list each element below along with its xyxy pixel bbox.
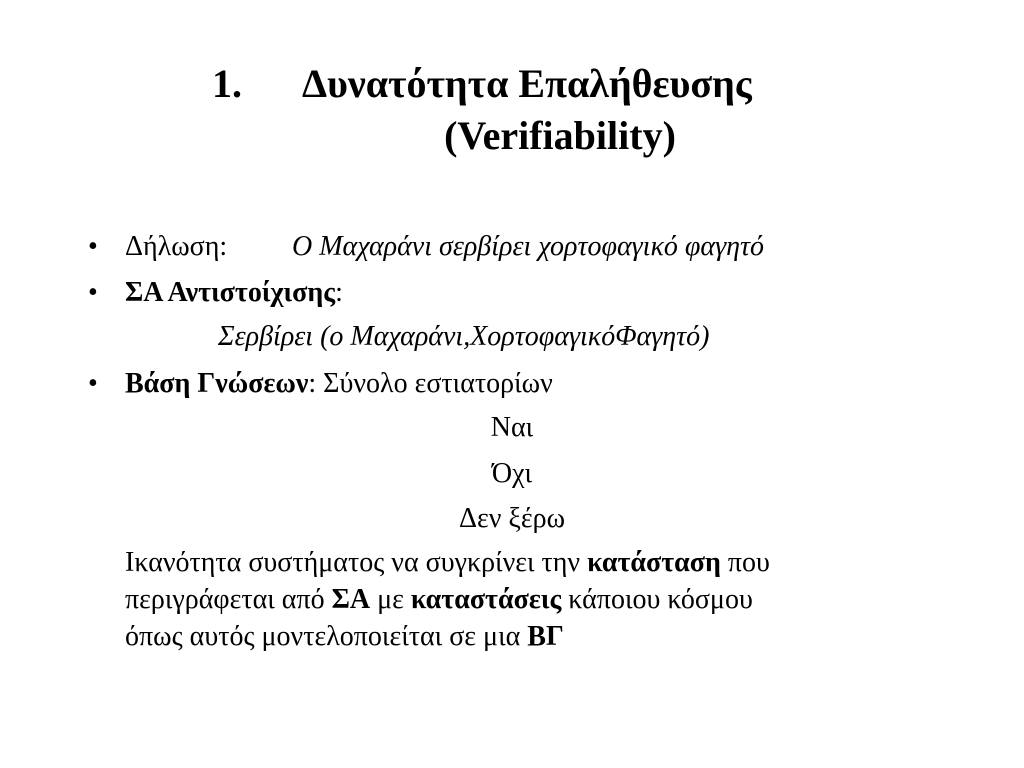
knowledge-base-wrap [125,368,553,400]
description-line-2 [125,584,753,616]
correspondence-label: ΣΑ Αντιστοίχισης [125,277,336,308]
knowledge-base-value: : Σύνολο εστιατορίων [308,368,553,399]
correspondence-colon: : [335,277,343,308]
answer-yes: Ναι [490,412,534,443]
answer-dont-know: Δεν ξέρω [458,503,566,534]
desc-text: περιγράφεται από [125,584,332,615]
title-line-1 [0,58,1024,110]
bullet-marker: • [88,277,98,308]
desc-text: που [720,547,770,578]
knowledge-base-label: Βάση Γνώσεων [125,368,309,399]
desc-bold-state: κατάσταση [587,547,721,578]
slide-title [0,58,1024,162]
desc-bold-sa: ΣΑ [331,584,371,615]
answer-no: Όχι [491,458,533,489]
bullet-marker: • [88,368,98,399]
formula-wrap [218,321,710,353]
correspondence-label-wrap [125,277,343,309]
title-number: 1. [212,61,242,106]
title-text: Δυνατότητα Επαλήθευσης [302,61,752,106]
desc-text: κάποιου κόσμου [561,584,753,615]
correspondence-formula: Σερβίρει (ο Μαχαράνι,ΧορτοφαγικόΦαγητό) [218,321,710,352]
desc-bold-states: καταστάσεις [410,584,562,615]
statement-value-wrap [292,231,764,263]
bullet-marker: • [88,231,98,262]
statement-label: Δήλωση: [125,231,228,262]
description-line-3 [125,621,564,653]
title-subtitle: (Verifiability) [444,113,676,158]
desc-text: όπως αυτός μοντελοποιείται σε μια [125,621,528,652]
desc-text: με [370,584,411,615]
statement-value: Ο Μαχαράνι σερβίρει χορτοφαγικό φαγητό [292,231,765,262]
desc-bold-kb: ΒΓ [527,621,564,652]
description-line-1 [125,547,770,579]
desc-text: Ικανότητα συστήματος να συγκρίνει την [125,547,588,578]
